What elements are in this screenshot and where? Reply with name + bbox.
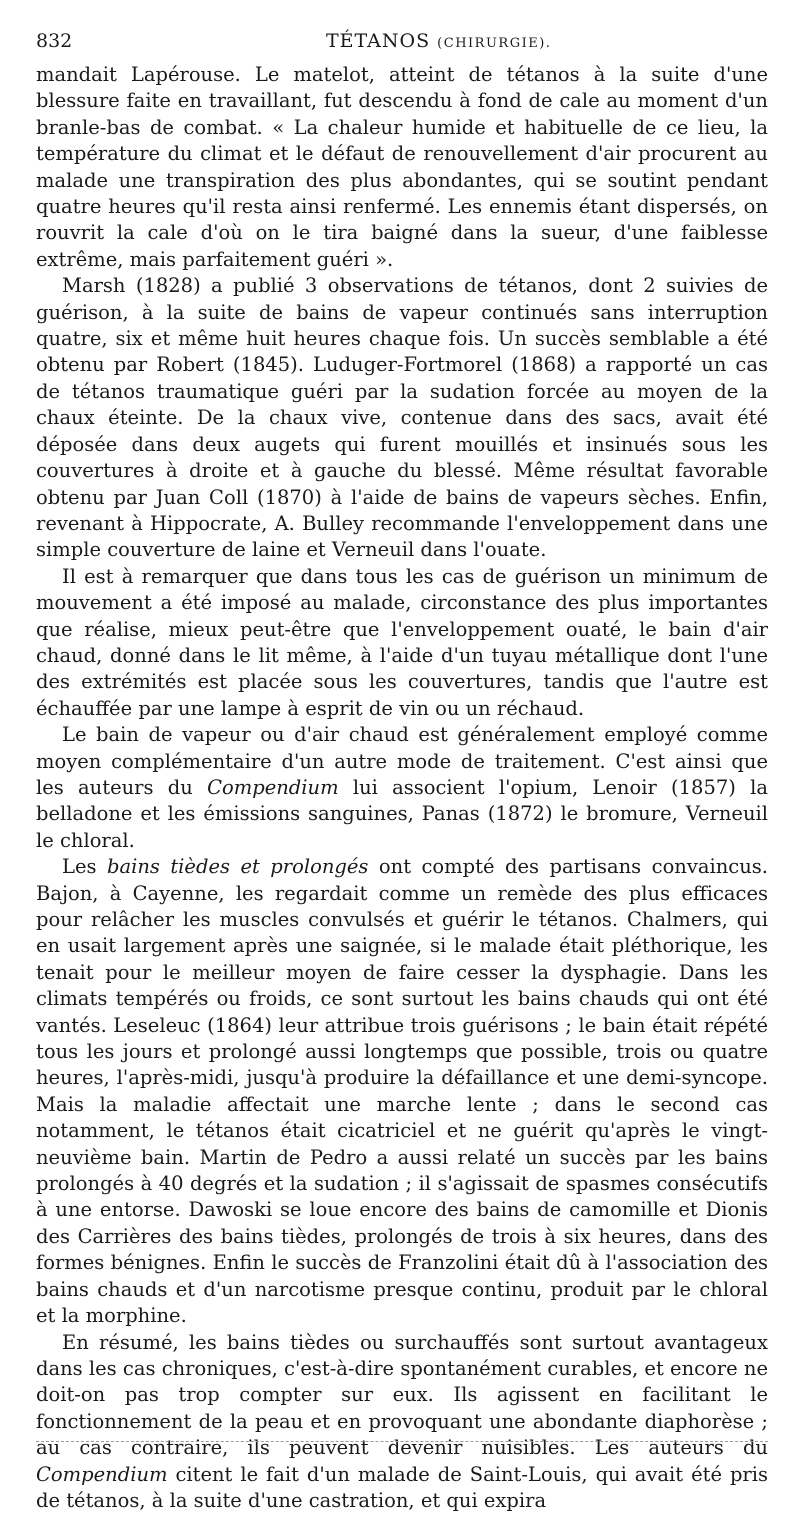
italic-text: Compendium — [36, 1463, 168, 1486]
running-header — [36, 30, 768, 56]
paragraph — [36, 273, 768, 563]
text-run: Il est à remarquer que dans tous les cas de guérison un minimum de mouvement a été imposé au malade, circonstance des plus importantes que réalise, mieux peut-être que l'enveloppement ouaté, le bain d'air chaud, donné dans le lit même, à l'aide d'un tuyau métallique dont l'une des extrémités est placée sous les couvertures, tandis que l'autre est échauffée par une lampe à esprit de vin ou un réchaud. — [36, 565, 768, 720]
text-run: lui associent l'opium, Lenoir (1857) la belladone et les émissions sanguines, Panas (1872) le bromure, Verneuil le chloral. — [36, 776, 768, 852]
footer-rule — [36, 1441, 768, 1442]
text-run: citent le fait d'un malade de Saint-Louis, qui avait été pris de tétanos, à la suite d'une castration, et qui expira — [36, 1463, 768, 1512]
running-title — [326, 30, 551, 52]
text-run: En résumé, les bains tièdes ou surchauffés sont surtout avantageux dans les cas chroniques, c'est-à-dire spontanément curables, et encore ne doit-on pas trop compter sur eux. Ils agissent en facilitant le fonctionnement de la peau et en provoquant une abondante diaphorèse ; au cas contraire, ils peuvent devenir nuisibles. Les auteurs du — [36, 1331, 768, 1460]
paragraph — [36, 564, 768, 722]
text-run: Le bain de vapeur ou d'air chaud est généralement employé comme moyen complémentaire d'un autre mode de traitement. C'est ainsi que les auteurs du — [36, 723, 768, 799]
paragraph — [36, 1330, 768, 1514]
italic-text: Compendium — [207, 776, 339, 799]
text-run: Les — [62, 855, 107, 878]
italic-text: bains tièdes et prolongés — [107, 855, 368, 878]
paragraph — [36, 62, 768, 273]
paragraph — [36, 722, 768, 854]
text-run: ont compté des partisans convaincus. Bajon, à Cayenne, les regardait comme un remède des plus efficaces pour relâcher les muscles convulsés et guérir le tétanos. Chalmers, qui en usait largement après une saignée, si le malade était pléthorique, les tenait pour le meilleur moyen de faire cesser la dysphagie. Dans les climats tempérés ou froids, ce sont surtout les bains chauds qui ont été vantés. Leseleuc (1864) leur attribue trois guérisons ; le bain était répété tous les jours et prolongé aussi longtemps que possible, trois ou quatre heures, l'après-midi, jusqu'à produire la défaillance et une demi-syncope. Mais la maladie affectait une marche lente ; dans le second cas notamment, le tétanos était cicatriciel et ne guérit qu'après le vingt-neuvième bain. Martin de Pedro a aussi relaté un succès par les bains prolongés à 40 degrés et la sudation ; il s'agissait de spasmes consécutifs à une entorse. Dawoski se loue encore des bains de camomille et Dionis des Carrières des bains tièdes, prolongés de trois à six heures, dans des formes bénignes. Enfin le succès de Franzolini était dû à l'association des bains chauds et d'un narcotisme presque continu, produit par le chloral et la morphine. — [36, 855, 768, 1327]
text-run: Marsh (1828) a publié 3 observations de tétanos, dont 2 suivies de guérison, à la suite de bains de vapeur continués sans interruption quatre, six et même huit heures chaque fois. Un succès semblable a été obtenu par Robert (1845). Luduger-Fortmorel (1868) a rapporté un cas de tétanos traumatique guéri par la sudation forcée au moyen de la chaux éteinte. De la chaux vive, contenue dans des sacs, avait été déposée dans deux augets qui furent mouillés et insinués sous les couvertures à droite et à gauche du blessé. Même résultat favorable obtenu par Juan Coll (1870) à l'aide de bains de vapeurs sèches. Enfin, revenant à Hippocrate, A. Bulley recommande l'enveloppement dans une simple couverture de laine et Verneuil dans l'ouate. — [36, 274, 768, 561]
running-title-main: TÉTANOS — [326, 30, 430, 52]
page-number: 832 — [36, 30, 72, 52]
text-run: mandait Lapérouse. Le matelot, atteint de tétanos à la suite d'une blessure faite en travaillant, fut descendu à fond de cale au moment d'un branle-bas de combat. « La chaleur humide et habituelle de ce lieu, la température du climat et le défaut de renouvellement d'air procurent au malade une transpiration des plus abondantes, qui se soutint pendant quatre heures qu'il resta ainsi renfermé. Les ennemis étant dispersés, on rouvrit la cale d'où on le tira baigné dans la sueur, d'une faiblesse extrême, mais parfaitement guéri ». — [36, 63, 768, 271]
running-title-subtitle: (CHIRURGIE). — [437, 36, 551, 51]
paragraph — [36, 854, 768, 1329]
body-text — [36, 62, 768, 1514]
